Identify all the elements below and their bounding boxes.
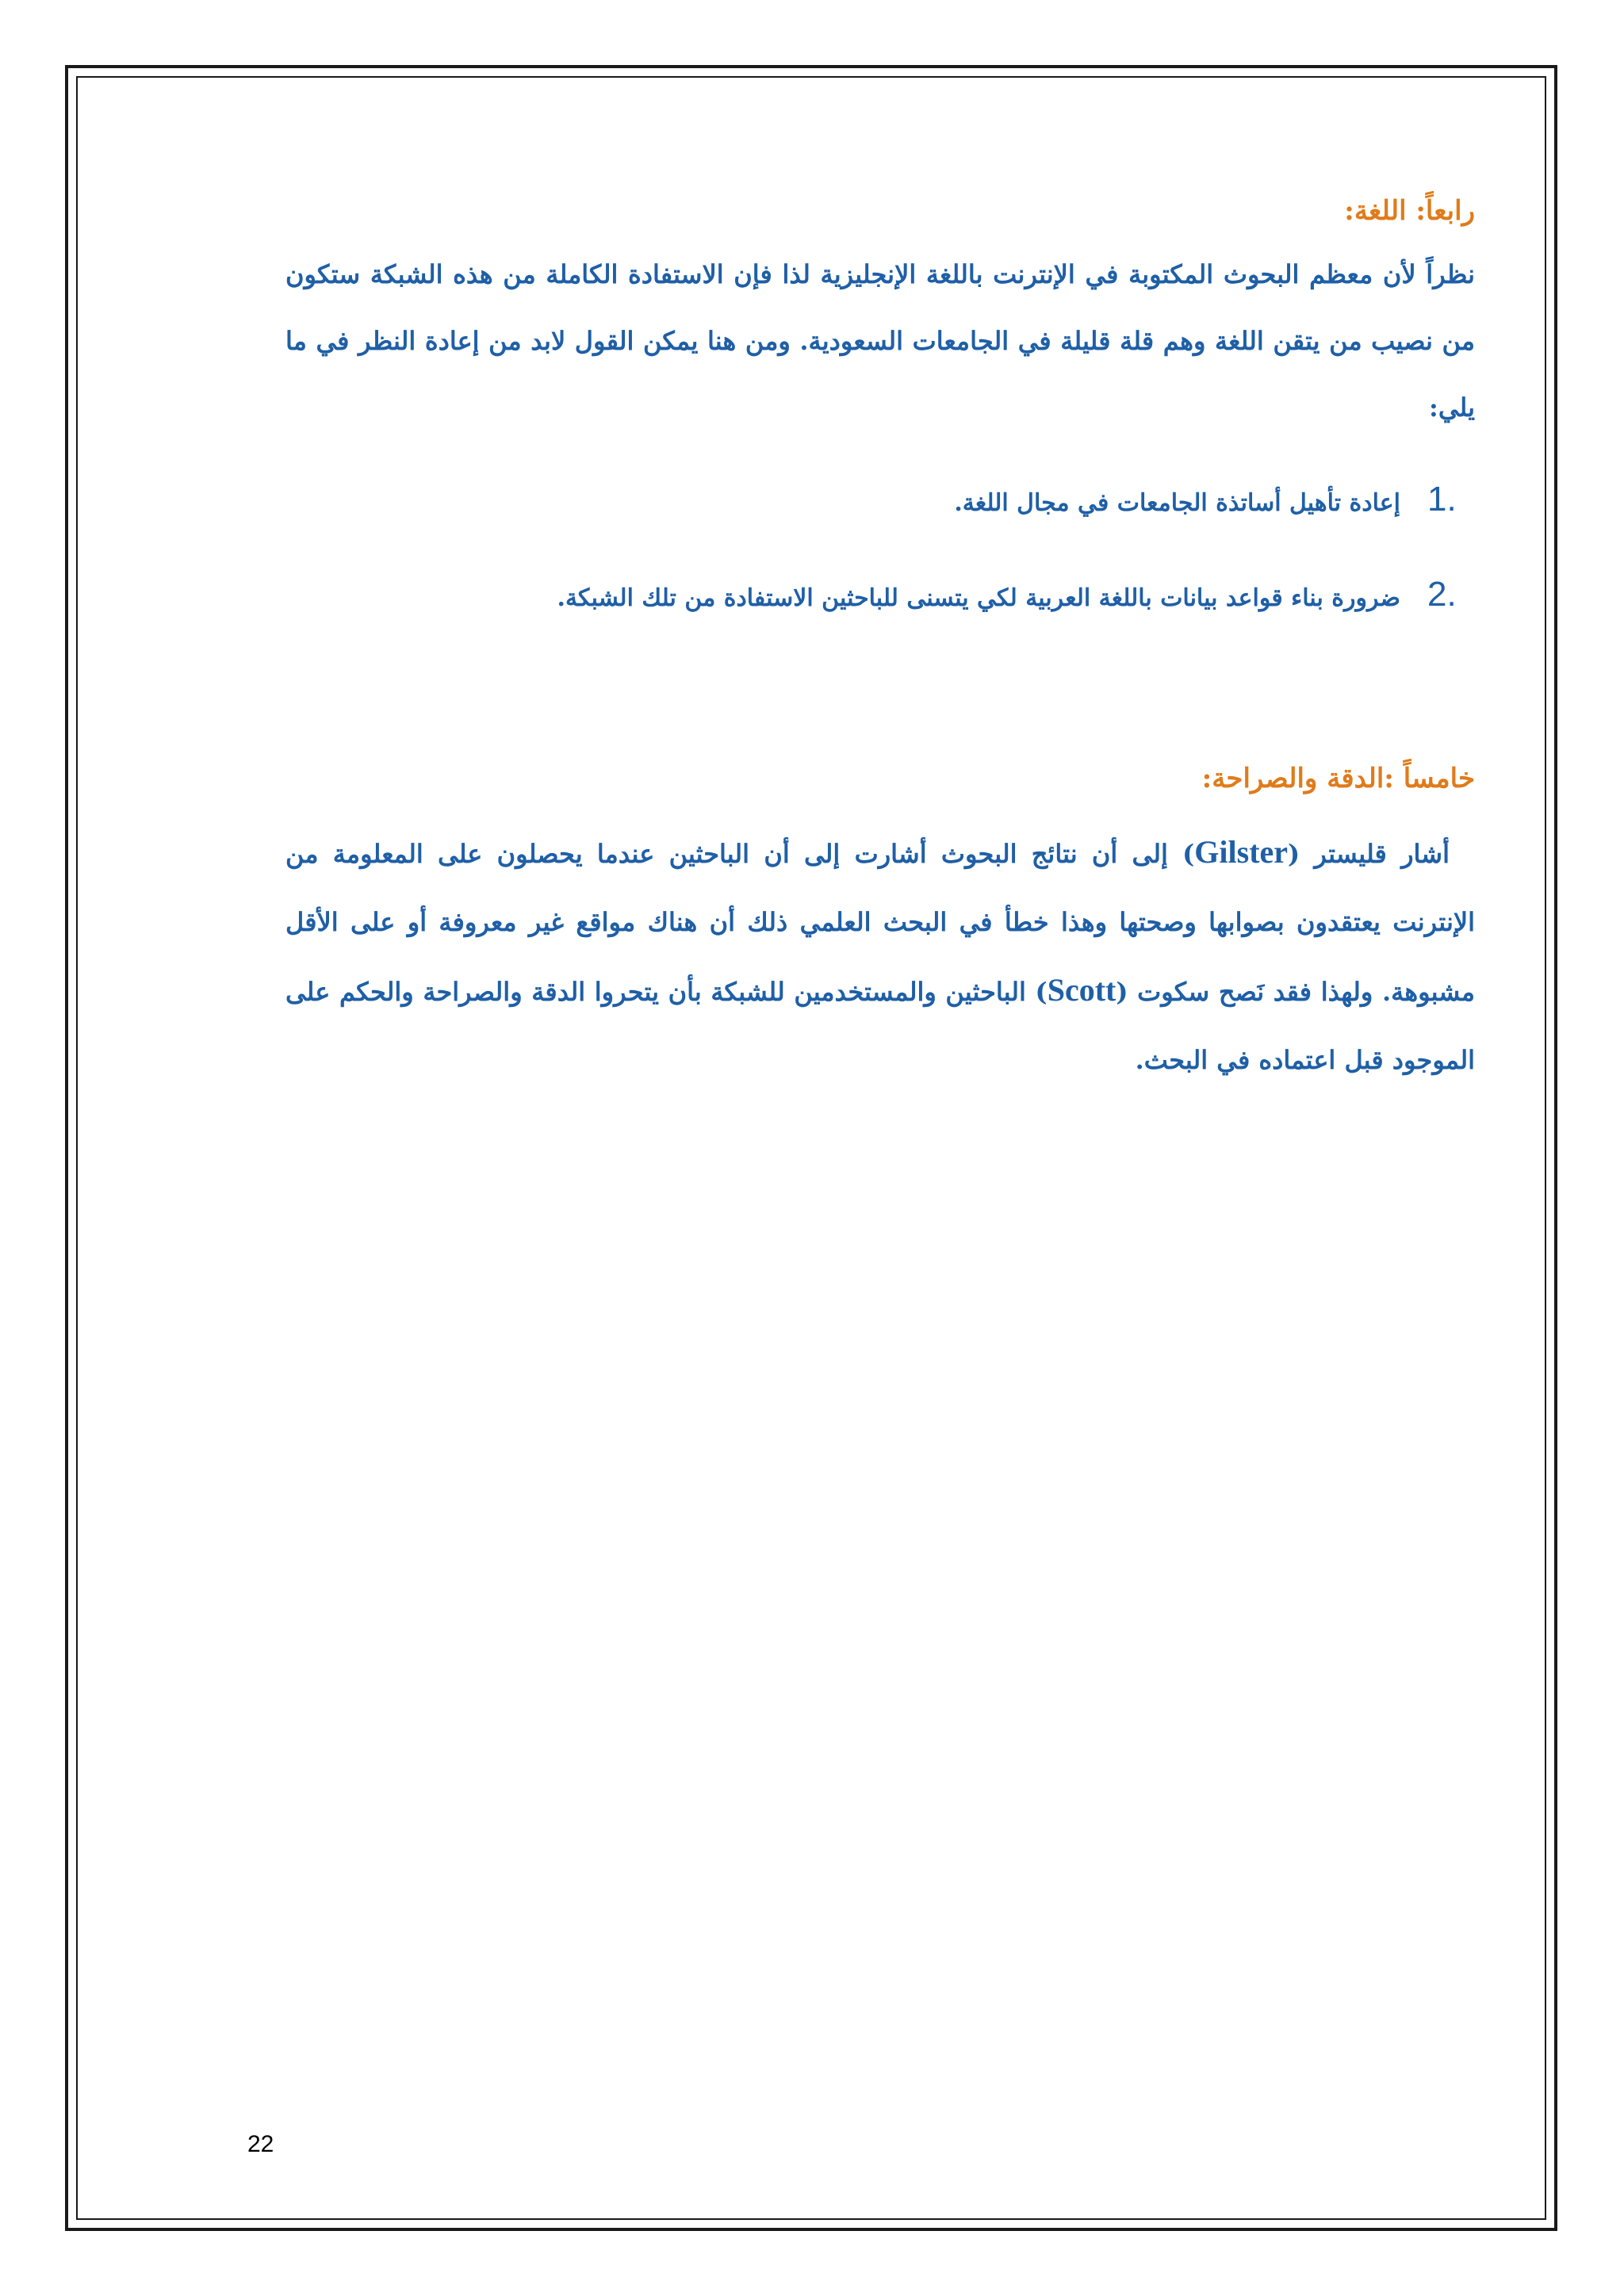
list-item xyxy=(285,547,1475,642)
list-item-number: 2. xyxy=(1427,575,1457,614)
section-paragraph-language: نظراً لأن معظم البحوث المكتوبة في الإنترنت باللغة الإنجليزية لذا فإن الاستفادة الكاملة من هذه الشبكة ستكون من نصيب من يتقن اللغة وهم قلة قليلة في الجامعات السعودية. ومن هنا يمكن القول لابد من إعادة النظر في ما يلي: xyxy=(285,259,1475,423)
document-body xyxy=(285,174,1475,1094)
numbered-list xyxy=(285,452,1475,642)
paragraph-text-part: ) إلى أن نتائج البحوث أشارت إلى أن الباحثين عندما يحصلون على المعلومة من الإنترنت يعتقدون بصوابها وصحتها وهذا خطأ في البحث العلمي ذلك أن هناك مواقع غير معروفة أو على الأقل مشبوهة. ولهذا فقد نَصح سكوت ( xyxy=(285,839,1476,1007)
section-heading-accuracy: خامساً :الدقة والصراحة: xyxy=(1201,763,1475,794)
paragraph-text-part: ) الباحثين والمستخدمين للشبكة بأن يتحروا الدقة والصراحة والحكم على الموجود قبل اعتماده في البحث. xyxy=(285,977,1475,1075)
author-name-scott: Scott xyxy=(1047,972,1116,1008)
list-item-text: إعادة تأهيل أساتذة الجامعات في مجال اللغة. xyxy=(954,489,1400,517)
section-paragraph-accuracy xyxy=(285,818,1475,1094)
page-number: 22 xyxy=(247,2131,274,2157)
list-item-text: ضرورة بناء قواعد بيانات باللغة العربية لكي يتسنى للباحثين الاستفادة من تلك الشبكة. xyxy=(557,584,1400,612)
list-item xyxy=(285,452,1475,547)
author-name-gilster: Gilster xyxy=(1194,834,1289,870)
paragraph-text-part: أشار قليستر ( xyxy=(1288,839,1450,869)
section-heading-language: رابعاً: اللغة: xyxy=(1344,195,1475,227)
list-item-number: 1. xyxy=(1427,480,1457,519)
